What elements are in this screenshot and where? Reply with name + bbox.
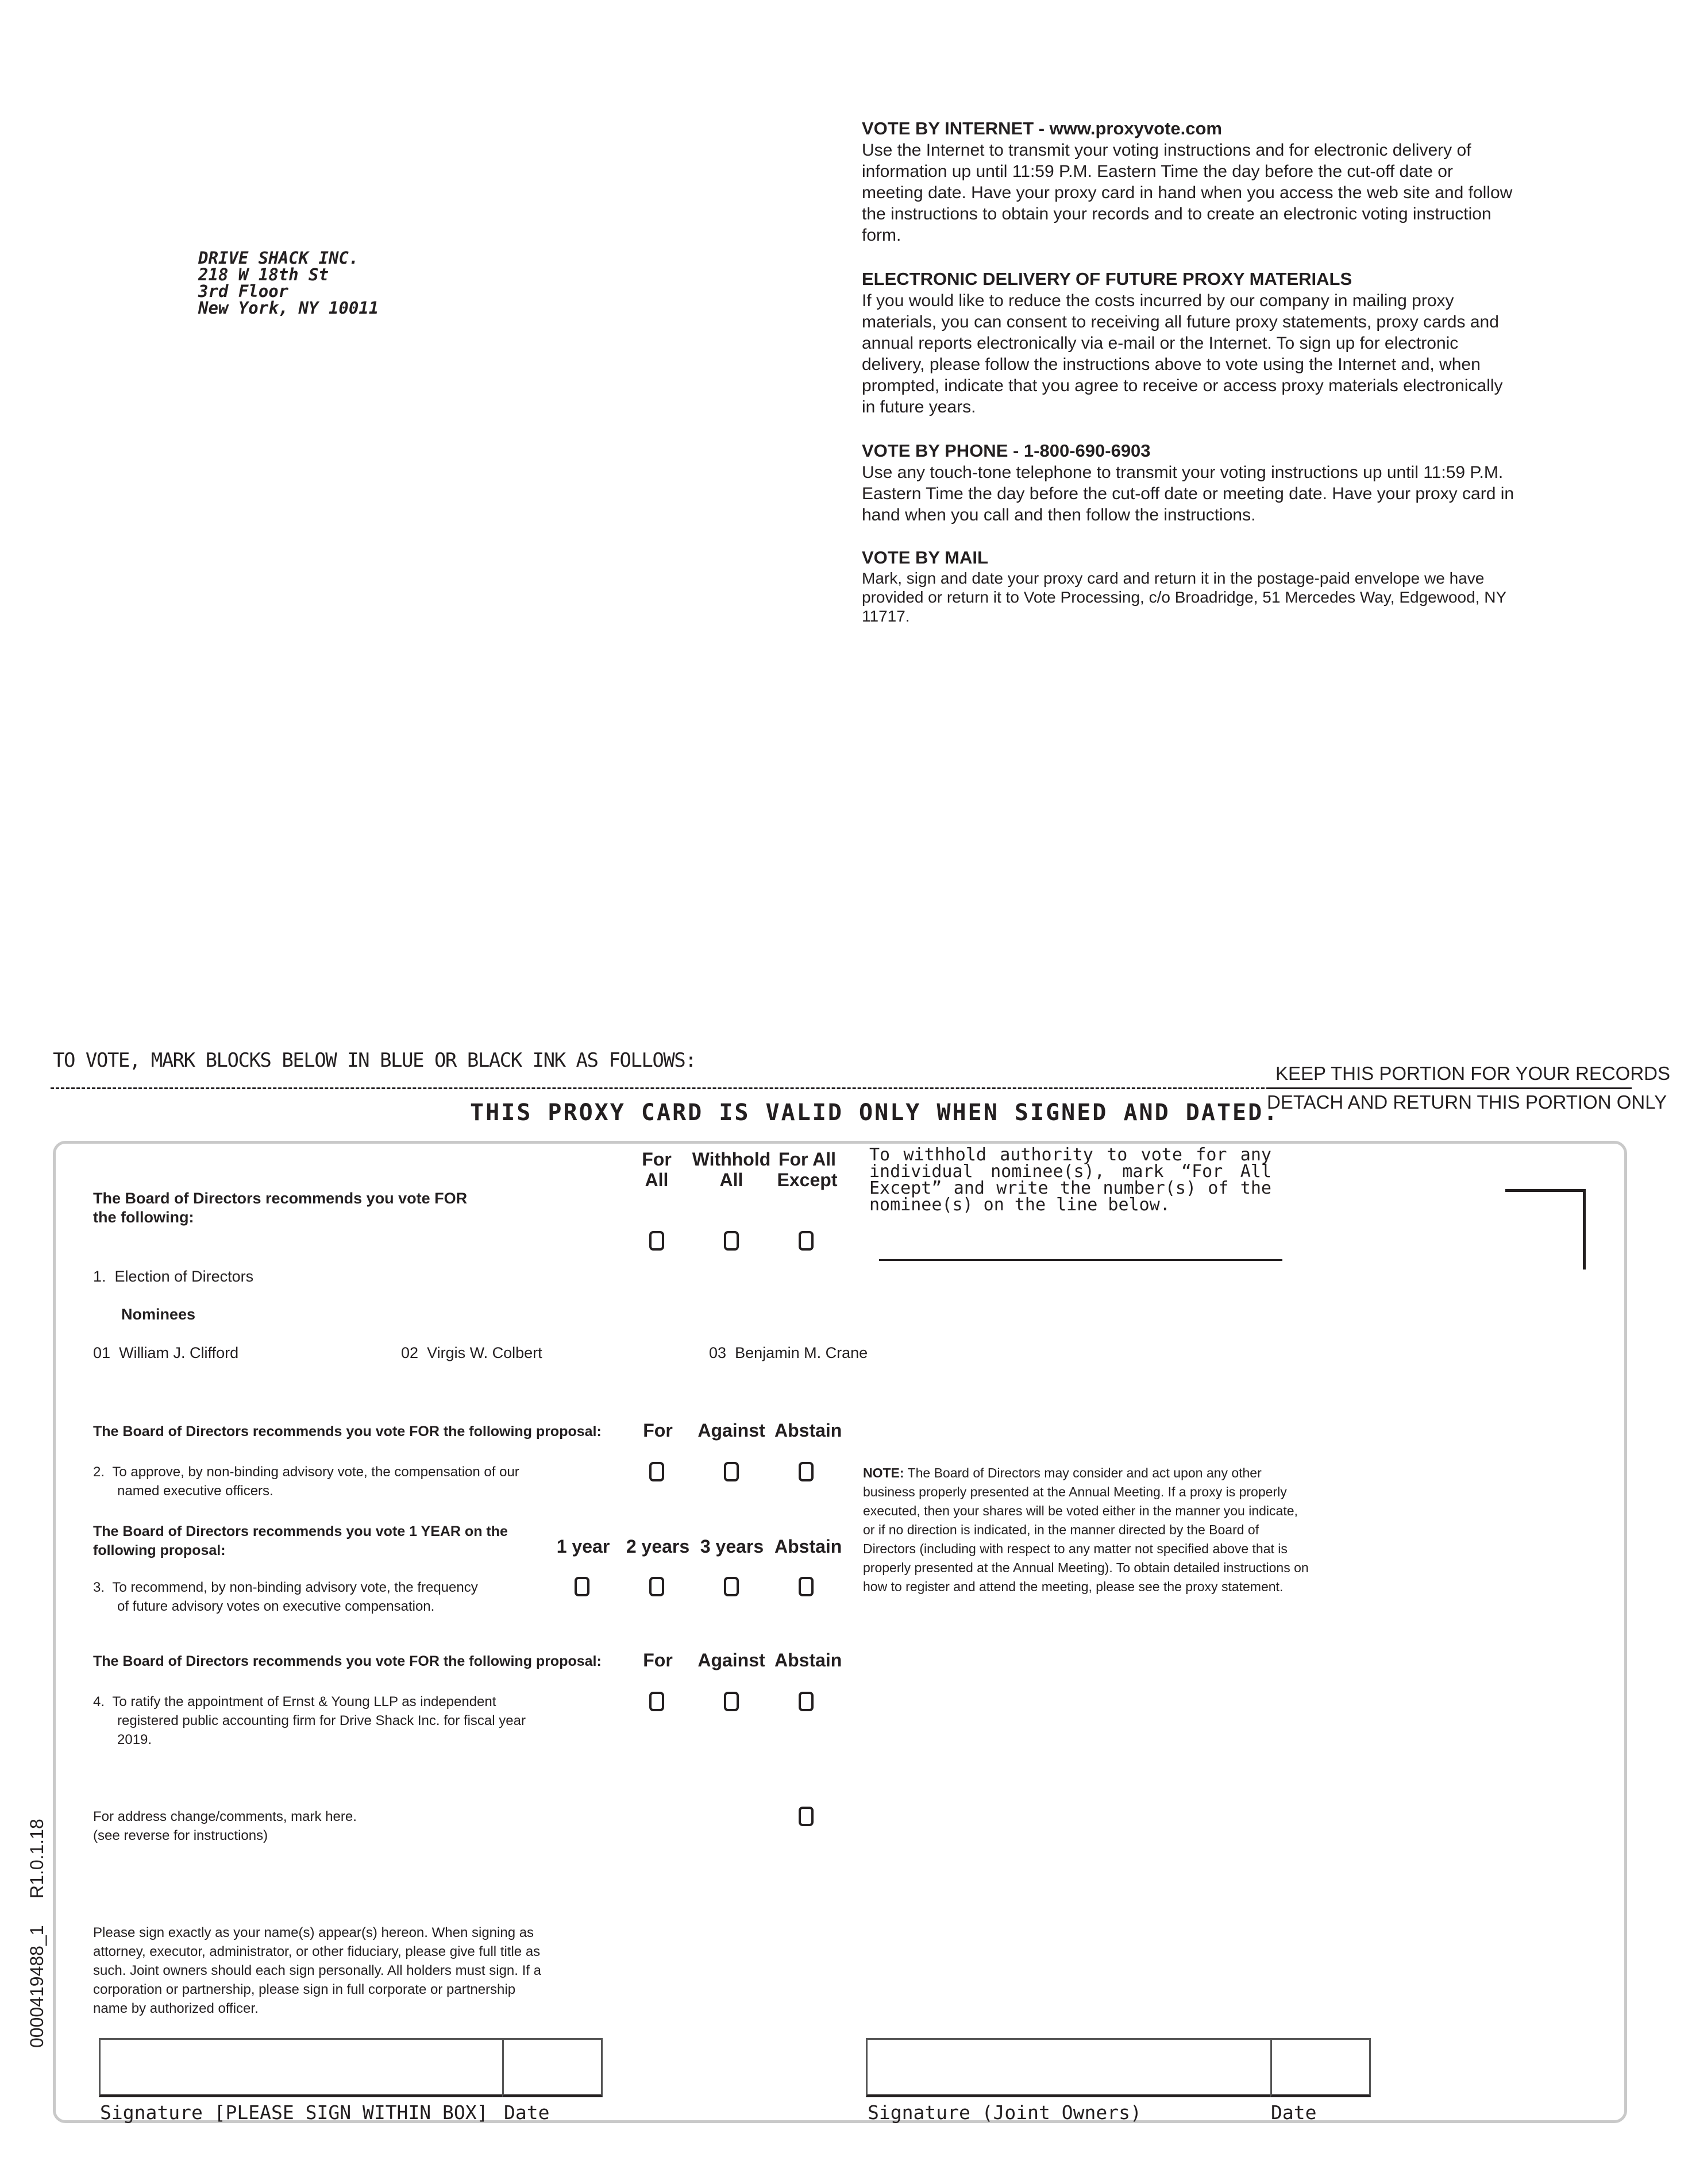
proposal-3-rec-l2: following proposal: (93, 1542, 226, 1558)
p4-against-checkbox[interactable] (724, 1692, 739, 1711)
nominee-01-number: 01 (93, 1344, 111, 1361)
vote-by-phone (862, 440, 1517, 526)
address-change-checkbox[interactable] (799, 1807, 814, 1826)
proposal-2 (93, 1463, 519, 1500)
directors-recommendation (93, 1189, 467, 1227)
date-box[interactable] (502, 2038, 603, 2097)
col-for-all-l1: For (642, 1149, 672, 1170)
p4-col-abstain: Abstain (774, 1650, 842, 1670)
nominee-01 (93, 1344, 238, 1363)
p3-3-years-checkbox[interactable] (724, 1577, 739, 1596)
valid-notice: THIS PROXY CARD IS VALID ONLY WHEN SIGNED AND DATED. (470, 1099, 1280, 1126)
col-for-all-l2: All (645, 1170, 669, 1190)
proposal-2-text-l1: To approve, by non-binding advisory vote, the compensation of our (112, 1464, 519, 1480)
proposal-4 (93, 1692, 526, 1749)
p3-col-abstain: Abstain (774, 1536, 842, 1557)
form-id: 0000419488_1 (26, 1925, 47, 2048)
note-text: The Board of Directors may consider and act upon any other business properly presented at the Annual Meeting. If a proxy is properly executed, then your shares will be voted either in the manner you indicate, or if no direction is indicated, in the manner directed by the Board of Directors (including with respect to any matter not specified above that is properly presented at the Annual Meeting). To obtain detailed instructions on how to register and attend the meeting, please see the proxy statement. (863, 1465, 1309, 1594)
p2-for-checkbox[interactable] (649, 1462, 664, 1481)
detach-line (51, 1087, 1270, 1089)
col-withhold-all (688, 1149, 774, 1190)
p4-col-against: Against (697, 1650, 765, 1670)
vote-internet-body: Use the Internet to transmit your voting instructions and for electronic delivery of information up until 11:59 P.M. Eastern Time the day before the cut-off date or meeting date. Have your proxy card in hand when you access the web site and follow the instructions to obtain your records and to create an electronic voting instruction form. (862, 141, 1513, 245)
p2-col-abstain: Abstain (774, 1420, 842, 1441)
for-all-checkbox[interactable] (649, 1231, 664, 1251)
for-all-except-checkbox[interactable] (799, 1231, 814, 1251)
nominees-label: Nominees (121, 1306, 196, 1323)
vote-by-internet (862, 118, 1517, 246)
return-portion-label: DETACH AND RETURN THIS PORTION ONLY (1267, 1091, 1667, 1113)
date-label: Date (504, 2101, 550, 2124)
item-1-label: Election of Directors (114, 1268, 254, 1285)
vote-by-mail (862, 547, 1517, 626)
proposal-4-recommendation: The Board of Directors recommends you vote FOR the following proposal: (93, 1653, 602, 1669)
col-withhold-all-l1: Withhold (692, 1149, 771, 1170)
address-change-l2: (see reverse for instructions) (93, 1828, 268, 1843)
p3-abstain-checkbox[interactable] (799, 1577, 814, 1596)
address-line-1: 218 W 18th St (198, 265, 329, 284)
p4-for-checkbox[interactable] (649, 1692, 664, 1711)
col-for-all-except-l1: For All (778, 1149, 837, 1170)
col-for-all-except-l2: Except (777, 1170, 838, 1190)
withhold-all-checkbox[interactable] (724, 1231, 739, 1251)
vote-phone-title: VOTE BY PHONE - 1-800-690-6903 (862, 441, 1151, 461)
p2-abstain-checkbox[interactable] (799, 1462, 814, 1481)
signature-label: Signature [PLEASE SIGN WITHIN BOX] (100, 2101, 488, 2124)
p3-1-year-checkbox[interactable] (575, 1577, 589, 1596)
item-1 (93, 1267, 253, 1286)
proposal-4-text-l2: registered public accounting firm for Drive Shack Inc. for fiscal year (117, 1713, 526, 1728)
withhold-instructions: To withhold authority to vote for any individual nominee(s), mark “For All Except” and write the number(s) of the nominee(s) on the line below. (869, 1145, 1271, 1215)
keep-portion-label: KEEP THIS PORTION FOR YOUR RECORDS (1275, 1063, 1671, 1084)
vote-mail-title: VOTE BY MAIL (862, 547, 988, 568)
nominee-02 (401, 1344, 542, 1363)
vote-internet-title: VOTE BY INTERNET - www.proxyvote.com (862, 118, 1222, 138)
p2-col-for: For (643, 1420, 673, 1441)
company-name: DRIVE SHACK INC. (198, 248, 359, 268)
col-withhold-all-l2: All (719, 1170, 743, 1190)
p3-col-2-years: 2 years (626, 1536, 690, 1557)
directors-rec-line-1: The Board of Directors recommends you vote FOR (93, 1190, 468, 1207)
address-line-3: New York, NY 10011 (198, 298, 379, 318)
mark-instruction: TO VOTE, MARK BLOCKS BELOW IN BLUE OR BLACK INK AS FOLLOWS: (53, 1049, 696, 1072)
joint-date-box[interactable] (1270, 2038, 1371, 2097)
p3-col-3-years: 3 years (700, 1536, 764, 1557)
directors-rec-line-2: the following: (93, 1209, 194, 1226)
item-1-number: 1. (93, 1268, 106, 1285)
form-revision-code: R1.0.1.18 (26, 1819, 47, 1899)
p4-abstain-checkbox[interactable] (799, 1692, 814, 1711)
col-for-all (631, 1149, 683, 1190)
proposal-2-recommendation: The Board of Directors recommends you vote FOR the following proposal: (93, 1423, 602, 1440)
electronic-delivery-title: ELECTRONIC DELIVERY OF FUTURE PROXY MATERIALS (862, 269, 1352, 289)
joint-signature-box[interactable] (866, 2038, 1272, 2097)
nominee-01-name: William J. Clifford (119, 1344, 239, 1361)
nominee-exception-line[interactable] (879, 1259, 1282, 1261)
p3-col-1-year: 1 year (556, 1536, 610, 1557)
nominee-03-number: 03 (709, 1344, 727, 1361)
p4-col-for: For (643, 1650, 673, 1670)
proposal-2-text-l2: named executive officers. (117, 1483, 273, 1499)
proposal-3-number: 3. (93, 1580, 105, 1595)
address-line-2: 3rd Floor (198, 281, 289, 301)
col-for-all-except (776, 1149, 839, 1190)
detach-line-solid (1270, 1087, 1632, 1089)
joint-signature-label: Signature (Joint Owners) (868, 2101, 1142, 2124)
proposal-2-number: 2. (93, 1464, 105, 1480)
proposal-3-recommendation (93, 1522, 508, 1560)
electronic-delivery (862, 268, 1517, 418)
vote-phone-body: Use any touch-tone telephone to transmit your voting instructions up until 11:59 P.M. Eastern Time the day before the cut-off date or meeting date. Have your proxy card in hand when you call and then follow the instructions. (862, 463, 1514, 524)
note-label: NOTE: (863, 1465, 904, 1480)
proposal-4-text-l3: 2019. (117, 1732, 152, 1747)
p2-col-against: Against (697, 1420, 765, 1441)
proposal-4-text-l1: To ratify the appointment of Ernst & Young LLP as independent (112, 1694, 496, 1710)
address-change (93, 1807, 357, 1845)
p2-against-checkbox[interactable] (724, 1462, 739, 1481)
nominee-03 (709, 1344, 868, 1363)
joint-date-label: Date (1271, 2101, 1317, 2124)
p3-2-years-checkbox[interactable] (649, 1577, 664, 1596)
vote-mail-body: Mark, sign and date your proxy card and return it in the postage-paid envelope we have provided or return it to Vote Processing, c/o Broadridge, 51 Mercedes Way, Edgewood, NY 11717. (862, 569, 1506, 625)
signature-box[interactable] (99, 2038, 504, 2097)
proposal-3-rec-l1: The Board of Directors recommends you vote 1 YEAR on the (93, 1523, 508, 1539)
signing-instructions: Please sign exactly as your name(s) appear(s) hereon. When signing as attorney, executor, administrator, or other fiduciary, please give full title as such. Joint owners should each sign personally. All holders must sign. If a corporation or partnership, please sign in full corporate or partnership name by authorized officer. (93, 1925, 541, 2016)
proposal-4-number: 4. (93, 1694, 105, 1710)
nominee-02-number: 02 (401, 1344, 419, 1361)
nominee-02-name: Virgis W. Colbert (427, 1344, 542, 1361)
proposal-3 (93, 1578, 478, 1616)
return-address (198, 250, 379, 317)
address-change-l1: For address change/comments, mark here. (93, 1809, 357, 1824)
nominee-03-name: Benjamin M. Crane (735, 1344, 868, 1361)
electronic-delivery-body: If you would like to reduce the costs incurred by our company in mailing proxy materials, you can consent to receiving all future proxy statements, proxy cards and annual reports electronically via e-mail or the Internet. To sign up for electronic delivery, please follow the instructions above to vote using the Internet and, when prompted, indicate that you agree to receive or access proxy materials electronically in future years. (862, 291, 1503, 416)
corner-mark (1505, 1189, 1586, 1270)
note (863, 1464, 1309, 1596)
proposal-3-text-l2: of future advisory votes on executive compensation. (117, 1599, 435, 1614)
proposal-3-text-l1: To recommend, by non-binding advisory vote, the frequency (112, 1580, 478, 1595)
